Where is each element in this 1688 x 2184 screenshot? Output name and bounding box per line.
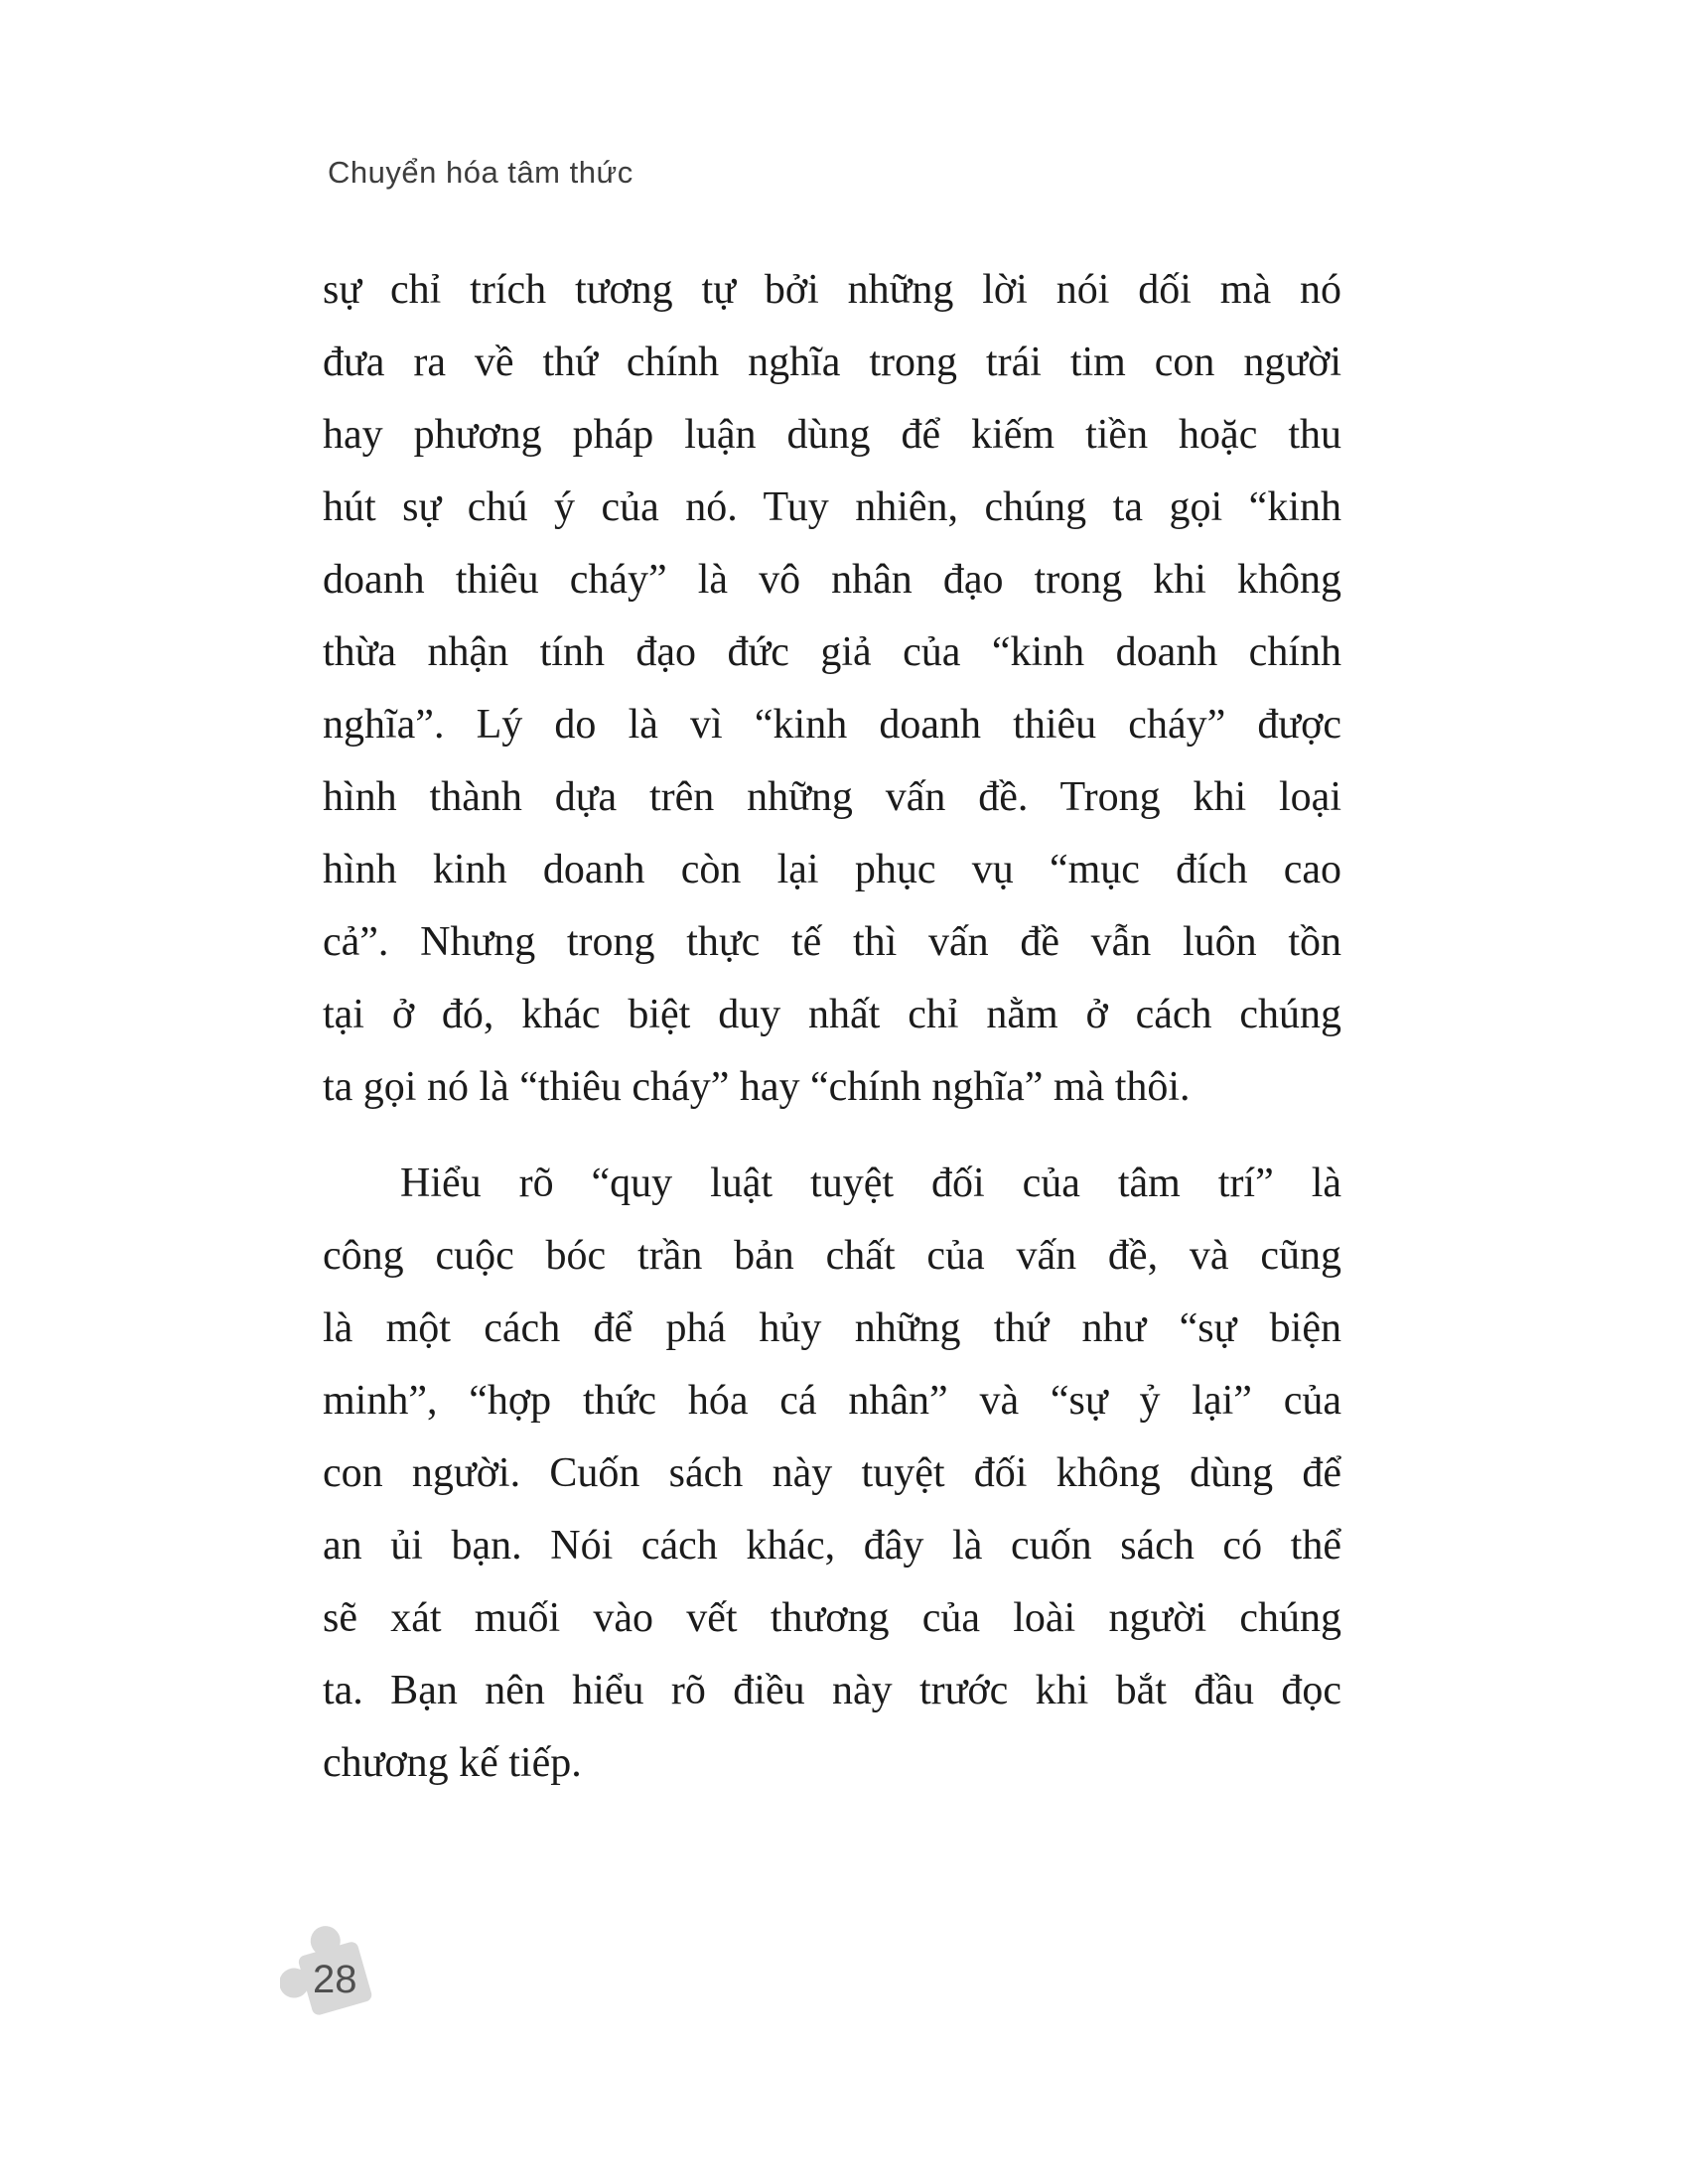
text-line: công cuộc bóc trần bản chất của vấn đề, và cũng <box>323 1233 1341 1279</box>
text-line: sự chỉ trích tương tự bởi những lời nói dối mà nó <box>323 267 1341 313</box>
text-line: tại ở đó, khác biệt duy nhất chỉ nằm ở cách chúng <box>323 992 1341 1037</box>
text-line: đưa ra về thứ chính nghĩa trong trái tim con người <box>323 340 1341 385</box>
body-text <box>323 254 1341 1800</box>
paragraph <box>323 1148 1341 1800</box>
text-line: ta. Bạn nên hiểu rõ điều này trước khi bắt đầu đọc <box>323 1668 1341 1713</box>
text-line: sẽ xát muối vào vết thương của loài người chúng <box>323 1595 1341 1641</box>
text-line: là một cách để phá hủy những thứ như “sự biện <box>323 1305 1341 1351</box>
page-number-badge <box>280 1922 389 2021</box>
text-line: Hiểu rõ “quy luật tuyệt đối của tâm trí” là <box>400 1160 1341 1206</box>
text-line: hay phương pháp luận dùng để kiếm tiền hoặc thu <box>323 412 1341 458</box>
text-line: an ủi bạn. Nói cách khác, đây là cuốn sách có thể <box>323 1523 1341 1569</box>
text-line: hút sự chú ý của nó. Tuy nhiên, chúng ta gọi “kinh <box>323 484 1341 530</box>
text-line: thừa nhận tính đạo đức giả của “kinh doanh chính <box>323 629 1341 675</box>
running-header: Chuyển hóa tâm thức <box>328 155 633 190</box>
text-line: hình thành dựa trên những vấn đề. Trong khi loại <box>323 774 1341 820</box>
text-line: chương kế tiếp. <box>323 1740 582 1786</box>
text-line: cả”. Nhưng trong thực tế thì vấn đề vẫn luôn tồn <box>323 919 1341 965</box>
page-number: 28 <box>313 1958 357 2001</box>
text-line: ta gọi nó là “thiêu cháy” hay “chính nghĩa” mà thôi. <box>323 1064 1191 1110</box>
text-line: minh”, “hợp thức hóa cá nhân” và “sự ỷ lại” của <box>323 1378 1341 1424</box>
text-line: hình kinh doanh còn lại phục vụ “mục đích cao <box>323 847 1341 892</box>
text-line: nghĩa”. Lý do là vì “kinh doanh thiêu cháy” được <box>323 702 1341 748</box>
text-line: doanh thiêu cháy” là vô nhân đạo trong khi không <box>323 557 1341 603</box>
paragraph <box>323 254 1341 1124</box>
text-line: con người. Cuốn sách này tuyệt đối không dùng để <box>323 1450 1341 1496</box>
